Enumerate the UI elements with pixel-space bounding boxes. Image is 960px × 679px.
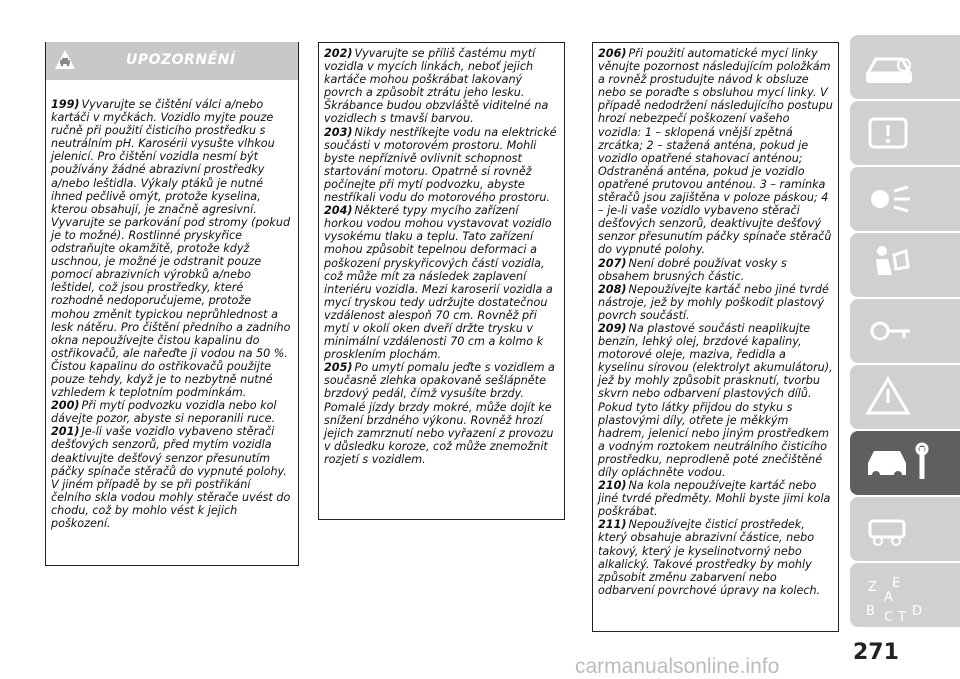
svg-text:T: T — [898, 610, 906, 625]
item-number: 206) — [598, 47, 627, 60]
key-ignition-icon — [862, 307, 922, 355]
item-text: Některé typy mycího zařízení horkou vodou mohou vystavovat vozidlo vysokému tlaku a teplu. Tato zařízení mohou způsobit tepelnou deformaci a poškození pryskyřicových částí vozidla, což může mít za následek zaplavení interiéru vozidla. Mezi karoserií vozidla a mycí tryskou tedy udržujte dostatečnou vzdálenost alespoň 70 cm. Rovněž při mytí v okolí oken dveří držte trysku v minimální vzdálenosti 70 cm a kolmo k prosklením plochám. — [324, 204, 553, 362]
item-number: 202) — [324, 47, 353, 60]
watermark: carmanualsonline.info — [575, 655, 780, 678]
svg-text:C: C — [884, 610, 894, 625]
alphabet-index-icon — [862, 571, 932, 627]
svg-text:B: B — [866, 604, 875, 619]
item-text: Nepoužívejte čisticí prostředek, který obsahuje abrazivní částice, nebo takový, který je kyselinotvorný nebo alkalický. Takové prostředky by mohly způsobit změnu zabarvení nebo odbarvení povrchové úpravy na kolech. — [598, 518, 821, 597]
page-number: 271 — [853, 640, 899, 665]
warning-item — [51, 425, 293, 530]
warning-text — [46, 80, 298, 530]
item-number: 208) — [598, 282, 627, 296]
svg-text:D: D — [912, 604, 923, 619]
tab-specifications[interactable] — [850, 497, 960, 561]
specifications-icon — [862, 505, 922, 553]
item-number: 210) — [598, 479, 627, 493]
warning-column — [592, 42, 839, 632]
item-number: 200) — [51, 399, 80, 413]
svg-text:Z: Z — [868, 580, 877, 595]
item-number: 207) — [598, 256, 627, 270]
airbag-seat-icon — [862, 241, 922, 289]
item-text: Na plastové součásti neaplikujte benzín, lehký olej, brzdové kapaliny, motorové oleje, maziva, ředidla a kyselinu sírovou (elektrolyt akumulátoru), jež by mohly způsobit prasknutí, tvorbu skvrn nebo odbarvení plastových dílů. Pokud tyto látky přijdou do styku s plastovými díly, otřete je měkkým hadrem, jelenicí nebo jiným prostředkem a vodným roztokem neutrálního čisticího prostředku, neprodleně poté znečištěné díly opláchněte vodou. — [598, 321, 833, 479]
item-number: 203) — [324, 125, 353, 139]
warning-item — [598, 283, 833, 322]
tab-maintenance[interactable] — [850, 431, 960, 495]
warning-item — [51, 98, 293, 399]
warning-item — [324, 47, 559, 126]
item-number: 211) — [598, 518, 627, 532]
tab-emergency[interactable] — [850, 365, 960, 429]
warning-column — [318, 42, 565, 520]
item-text: Na kola nepoužívejte kartáč nebo jiné tvrdé předměty. Mohli byste jimi kola poškrábat. — [598, 479, 831, 519]
warning-banner — [46, 42, 298, 80]
car-maintenance-icon — [862, 439, 942, 487]
banner-title: UPOZORNĚNÍ — [126, 52, 236, 68]
warning-item — [324, 204, 559, 361]
item-text: Není dobré používat vosky s obsahem brusných částic. — [598, 256, 787, 283]
item-number: 205) — [324, 361, 353, 375]
item-number: 209) — [598, 321, 627, 335]
item-text: Po umytí pomalu jeďte s vozidlem a současně zlehka opakovaně sešlápněte brzdový pedál, čímž vysušíte brzdy. Pomalé jízdy brzdy mokré, může dojít ke snížení brzdného výkonu. Rovněž hrozí jejich zamrznutí nebo vyřazení z provozu v důsledku koroze, což může znemožnit rozjetí s vozidlem. — [324, 361, 555, 466]
tab-lights[interactable] — [850, 167, 960, 231]
item-number: 204) — [324, 204, 353, 218]
tab-index[interactable] — [850, 563, 960, 627]
item-text: Nikdy nestříkejte vodu na elektrické součásti v motorovém prostoru. Mohli byste nepříznivě ovlivnit schopnost startování motoru. Opatrně si rovněž počínejte při mytí podvozku, abyste nestříkali vodu do motorového prostoru. — [324, 125, 557, 205]
warning-column — [45, 42, 299, 566]
lights-icon — [862, 175, 922, 223]
chapter-tabs — [850, 35, 960, 640]
warning-item — [598, 479, 833, 518]
svg-text:E: E — [892, 576, 901, 591]
car-dashboard-icon — [862, 43, 922, 91]
tab-dashboard[interactable] — [850, 35, 960, 99]
item-text: Nepoužívejte kartáč nebo jiné tvrdé nástroje, jež by mohly poškodit plastový povrch součástí. — [598, 282, 829, 322]
item-text: Vyvarujte se čištění válci a/nebo kartáči v myčkách. Vozidlo myjte pouze ručně při použití čisticího prostředku s neutrálním pH. Karosérii vysušte vlhkou jelenicí. Pro čištění vozidla nesmí být používány žádné abrazivní prostředky a/nebo leštidla. Výkaly ptáků je nutné ihned pečlivě omýt, protože kyselina, kterou obsahují, je značně agresivní. Vyvarujte se parkování pod stromy (pokud je to možné). Rostlinné pryskyřice odstraňujte okamžitě, protože když uschnou, je možné je odstranit pouze pomocí abrazivních výrobků a/nebo leštidel, což jsou prostředky, které rozhodně nedoporučujeme, protože mohou změnit typickou neprůhlednost a lesk nátěru. Pro čištění předního a zadního okna nepoužívejte čistou kapalinu do ostřikovačů, ale nařeďte ji vodou na 50 %. Čistou kapalinu do ostřikovačů použijte pouze tehdy, když je to nezbytně nutné vzhledem k teplotním podmínkám. — [51, 98, 291, 400]
item-number: 199) — [51, 98, 80, 111]
warning-light-icon — [862, 109, 922, 157]
warning-item — [324, 126, 559, 205]
tab-starting[interactable] — [850, 299, 960, 363]
item-text: Při mytí podvozku vozidla nebo kol dávejte pozor, abyste si neporanili ruce. — [51, 399, 277, 426]
warning-item — [324, 361, 559, 466]
svg-text:A: A — [884, 590, 893, 605]
item-text: Vyvarujte se příliš častému mytí vozidla v mycích linkách, neboť jejich kartáče mohou poškrábat lakovaný povrch a způsobit ztrátu jeho lesku. Škrábance budou obzvláště viditelné na vozidlech s tmavší barvou. — [324, 47, 549, 126]
car-skid-warning-icon — [54, 49, 76, 71]
breakdown-triangle-icon — [862, 373, 922, 421]
warning-text — [593, 43, 838, 597]
warning-item — [598, 518, 833, 597]
tab-warning-lights[interactable] — [850, 101, 960, 165]
warning-item — [598, 47, 833, 257]
item-text: Při použití automatické mycí linky věnujte pozornost následujícím položkám a rovněž prostudujte návod k obsluze nebo se poraďte s obsluhou mycí linky. V případě nedodržení následujícího postupu hrozí nebezpečí poškození vašeho vozidla: 1 – sklopená vnější zpětná zrcátka; 2 – stažená anténa, pokud je vozidlo opatřené stahovací anténou; Odstraněná anténa, pokud je vozidlo opatřené prutovou anténou. 3 – ramínka stěračů jsou zajištěna v poloze páskou; 4 – je-li vaše vozidlo vybaveno stěrači dešťových senzorů, deaktivujte dešťový senzor přesunutím páčky spínače stěračů do vypnuté polohy. — [598, 47, 833, 257]
tab-safety[interactable] — [850, 233, 960, 297]
warning-item — [51, 399, 293, 425]
warning-item — [598, 322, 833, 479]
warning-text — [319, 43, 564, 466]
warning-item — [598, 257, 833, 283]
item-number: 201) — [51, 425, 80, 439]
item-text: Je-li vaše vozidlo vybaveno stěrači dešťových senzorů, před mytím vozidla deaktivujte dešťový senzor přesunutím páčky spínače stěračů do vypnuté polohy. V jiném případě by se při postřikání čelního skla vodou mohly stěrače uvést do chodu, což by mohlo vést k jejich poškození. — [51, 425, 291, 530]
